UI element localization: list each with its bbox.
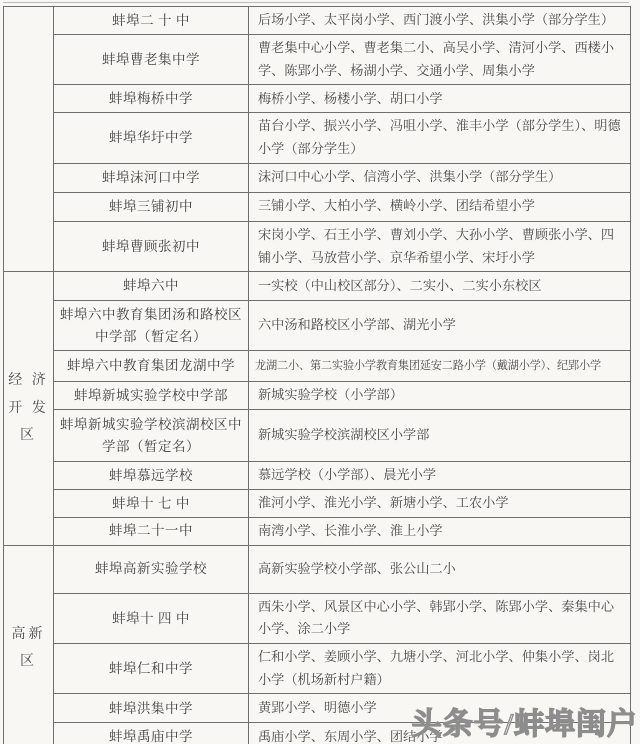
primary-schools-cell: 三铺小学、大柏小学、横岭小学、团结希望小学 — [249, 192, 631, 221]
primary-schools-cell: 六中汤和路校区小学部、湖光小学 — [249, 301, 631, 351]
primary-schools-cell: 高新实验学校小学部、张公山二小 — [249, 545, 631, 593]
primary-schools-cell: 新城实验学校滨湖校区小学部 — [249, 410, 631, 462]
primary-schools-cell: 沫河口中心小学、信湾小学、洪集小学（部分学生） — [249, 163, 631, 192]
table-row — [4, 410, 631, 462]
table-row — [4, 7, 631, 35]
primary-schools-cell: 慕远学校（小学部）、晨光小学 — [249, 462, 631, 490]
middle-school-name-cell: 蚌埠慕远学校 — [54, 462, 249, 490]
middle-school-name-cell: 蚌埠六中教育集团汤和路校区中学部（暂定名） — [54, 301, 249, 351]
primary-schools-cell: 黄郢小学、明德小学 — [249, 694, 631, 723]
middle-school-name-cell: 蚌埠高新实验学校 — [54, 545, 249, 593]
primary-schools-cell: 宋岗小学、石王小学、曹刘小学、大孙小学、曹顾张小学、四铺小学、马放营小学、京华希望小学、宋圩小学 — [249, 221, 631, 271]
table-row — [4, 221, 631, 271]
table-row — [4, 113, 631, 163]
primary-schools-cell: 一实校（中山校区部分）、二实小、二实小东校区 — [249, 272, 631, 301]
watermark-text: 头条号/蚌埠闺户 — [411, 708, 638, 741]
table-row — [4, 301, 631, 351]
primary-schools-cell: 曹老集中心小学、曹老集二小、高吴小学、清河小学、西楼小学、陈郢小学、杨湖小学、交通小学、周集小学 — [249, 35, 631, 85]
cropped-row-border — [3, 2, 629, 3]
district-label-line: 区 — [20, 654, 37, 670]
primary-schools-cell: 西朱小学、风景区中心小学、韩郢小学、陈郢小学、秦集中心小学、涂二小学 — [249, 593, 631, 643]
middle-school-name-cell: 蚌埠禹庙中学 — [54, 723, 249, 744]
primary-schools-cell: 南湾小学、长淮小学、淮上小学 — [249, 517, 631, 545]
district-label-line: 区 — [20, 428, 37, 444]
middle-school-name-cell: 蚌埠六中教育集团龙湖中学 — [54, 351, 249, 382]
primary-schools-cell: 禹庙小学、东周小学、团结小学 — [249, 723, 631, 744]
primary-schools-cell: 新城实验学校（小学部） — [249, 382, 631, 410]
primary-schools-cell: 后场小学、太平岗小学、西门渡小学、洪集小学（部分学生） — [249, 7, 631, 35]
middle-school-name-cell: 蚌埠曹顾张初中 — [54, 221, 249, 271]
middle-school-name-cell: 蚌埠新城实验学校滨湖校区中学部（暂定名） — [54, 410, 249, 462]
primary-schools-cell: 龙湖二小、第二实验小学教育集团延安二路小学（戴湖小学）、纪郢小学 — [249, 351, 631, 382]
middle-school-name-cell: 蚌埠洪集中学 — [54, 694, 249, 723]
district-label-line: 高新 — [11, 626, 46, 642]
table-row — [4, 382, 631, 410]
middle-school-name-cell: 蚌埠六中 — [54, 272, 249, 301]
middle-school-name-cell: 蚌埠三铺初中 — [54, 192, 249, 221]
middle-school-name-cell: 蚌埠十 四 中 — [54, 593, 249, 643]
middle-school-name-cell: 蚌埠沫河口中学 — [54, 163, 249, 192]
district-label-line: 开 发 — [8, 400, 49, 416]
middle-school-name-cell: 蚌埠十 七 中 — [54, 490, 249, 518]
middle-school-name-cell: 蚌埠二 十 中 — [54, 7, 249, 35]
table-row — [4, 85, 631, 113]
primary-schools-cell: 淮河小学、淮光小学、新塘小学、工农小学 — [249, 490, 631, 518]
table-row — [4, 163, 631, 192]
table-row — [4, 593, 631, 643]
table-row — [4, 272, 631, 301]
district-cell — [4, 272, 54, 545]
table-body — [4, 7, 631, 744]
table-row — [4, 644, 631, 694]
primary-schools-cell: 仁和小学、姜顾小学、九塘小学、河北小学、仲集小学、岗北小学（机场新村户籍） — [249, 644, 631, 694]
table-row — [4, 490, 631, 518]
middle-school-name-cell: 蚌埠梅桥中学 — [54, 85, 249, 113]
primary-schools-cell: 苗台小学、振兴小学、冯咀小学、淮丰小学（部分学生）、明德小学（部分学生） — [249, 113, 631, 163]
district-cell — [4, 545, 54, 744]
primary-schools-cell: 梅桥小学、杨楼小学、胡口小学 — [249, 85, 631, 113]
middle-school-name-cell: 蚌埠二十一中 — [54, 517, 249, 545]
district-cell — [4, 7, 54, 272]
middle-school-name-cell: 蚌埠华圩中学 — [54, 113, 249, 163]
middle-school-name-cell: 蚌埠新城实验学校中学部 — [54, 382, 249, 410]
district-label-line: 经 济 — [8, 373, 49, 389]
table-row — [4, 545, 631, 593]
table-row — [4, 35, 631, 85]
table-row — [4, 517, 631, 545]
middle-school-name-cell: 蚌埠仁和中学 — [54, 644, 249, 694]
table-row — [4, 351, 631, 382]
table-row — [4, 192, 631, 221]
table-row — [4, 462, 631, 490]
middle-school-name-cell: 蚌埠曹老集中学 — [54, 35, 249, 85]
school-district-table — [3, 6, 631, 744]
